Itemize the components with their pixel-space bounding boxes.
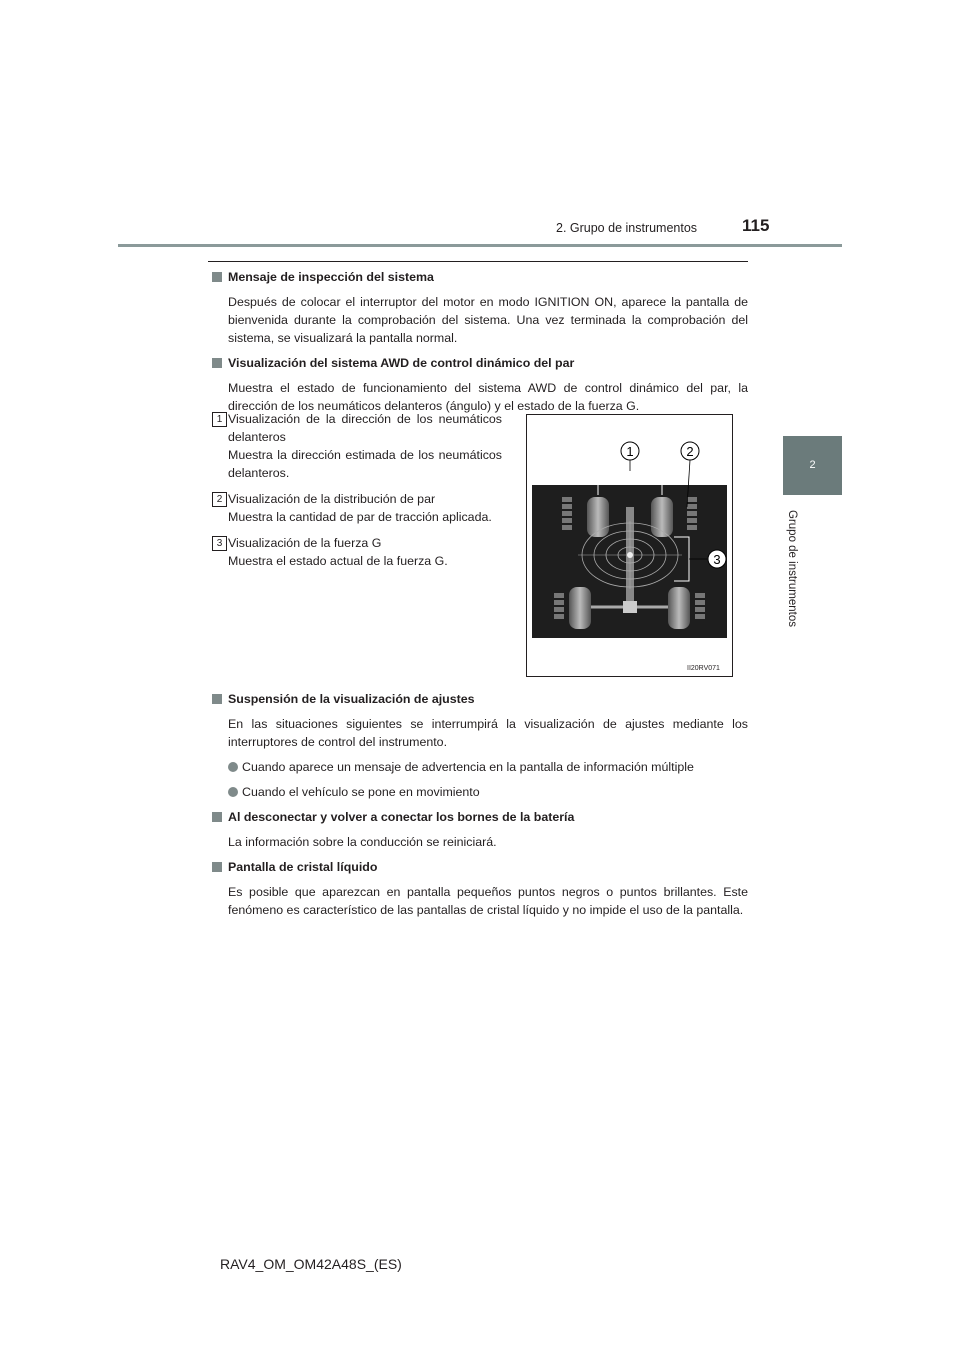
content-top-rule [208,261,748,262]
callout-3 [708,550,726,568]
figure-code: II20RV071 [687,665,720,672]
chapter-tab-label: Grupo de instrumentos [786,510,798,627]
awd-display-illustration [527,415,732,676]
g-force-dot [627,552,633,558]
svg-text:3: 3 [713,552,721,567]
section-body: Muestra el estado de funcionamiento del sistema AWD de control dinámico del par, la dirección de los neumáticos delanteros (ángulo) y el estado de la fuerza G. [228,381,748,413]
section-body: Después de colocar el interruptor del motor en modo IGNITION ON, aparece la pantalla de bienvenida durante la comprobación del sistema. Una vez terminada la comprobación del sistema, se visualizará la pantalla normal. [228,295,748,345]
item-desc: Muestra la dirección estimada de los neumáticos delanteros. [228,448,502,480]
item-title: Visualización de la dirección de los neumáticos delanteros [228,412,502,444]
content-top [212,268,748,415]
awd-display-figure [526,414,733,677]
rear-right-tire [668,587,690,629]
item-title: Visualización de la fuerza G [228,536,382,550]
section-heading: Visualización del sistema AWD de control dinámico del par [212,354,748,372]
rear-left-tire [569,587,591,629]
item-desc: Muestra el estado actual de la fuerza G. [228,554,448,568]
section-heading: Mensaje de inspección del sistema [212,268,748,286]
section-heading: Al desconectar y volver a conectar los bornes de la batería [212,808,748,826]
section-body: Es posible que aparezcan en pantalla pequeños puntos negros o puntos brillantes. Este fenómeno es característico de las pantallas de cristal líquido y no impide el uso de la pantalla. [228,885,748,917]
item-number: 2 [212,492,227,507]
document-code: RAV4_OM_OM42A48S_(ES) [220,1256,402,1272]
svg-text:2: 2 [686,444,694,459]
section-body: La información sobre la conducción se reiniciará. [228,835,497,849]
header-rule [118,244,842,247]
page-number: 115 [742,216,770,235]
numbered-item [212,490,502,526]
chapter-tab: 2 [783,436,842,495]
numbered-item [212,534,502,570]
callout-1 [621,442,639,460]
bullet-item: Cuando el vehículo se pone en movimiento [228,783,748,801]
section-heading: Pantalla de cristal líquido [212,858,748,876]
numbered-item [212,410,502,482]
item-desc: Muestra la cantidad de par de tracción aplicada. [228,510,492,524]
section-body: En las situaciones siguientes se interrumpirá la visualización de ajustes mediante los interruptores de control del instrumento. [228,717,748,749]
item-title: Visualización de la distribución de par [228,492,436,506]
rear-differential [623,601,637,613]
content-bottom [212,690,748,919]
torque-bars-front-right [687,497,697,530]
torque-bars-front-left [562,497,572,530]
section-heading: Suspensión de la visualización de ajustes [212,690,748,708]
svg-text:1: 1 [626,444,634,459]
callout-2 [681,442,699,460]
item-number: 3 [212,536,227,551]
item-number: 1 [212,412,227,427]
numbered-items [212,410,502,578]
bullet-item: Cuando aparece un mensaje de advertencia en la pantalla de información múltiple [228,758,748,776]
section-title: 2. Grupo de instrumentos [556,221,698,235]
